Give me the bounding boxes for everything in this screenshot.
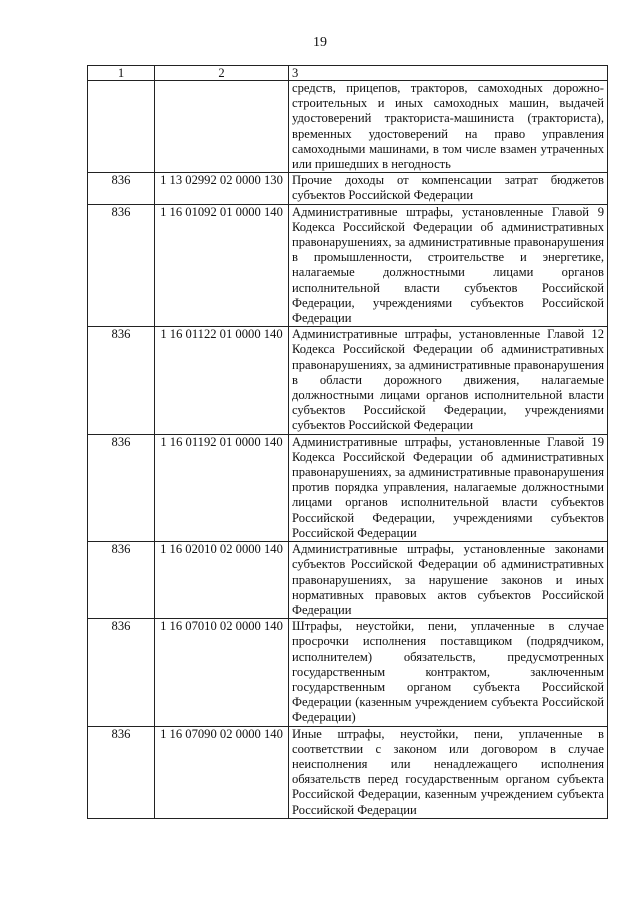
administrator-code-cell: 836 [88,726,155,818]
table-row [88,434,608,541]
kbk-code-cell: 1 16 01092 01 0000 140 [155,204,289,327]
revenue-description-cell: Административные штрафы, установленные законами субъектов Российской Федерации об административных правонарушениях, за нарушение законов и иных нормативных правовых актов субъектов Российской Федерации [289,542,608,619]
kbk-code-cell [155,81,289,173]
revenue-description-cell: средств, прицепов, тракторов, самоходных дорожно-строительных и иных самоходных машин, выдачей удостоверений тракториста-машиниста (тракториста), временных удостоверений на право управления самоходными машинами, в том числе взамен утраченных или пришедших в негодность [289,81,608,173]
kbk-code-cell: 1 13 02992 02 0000 130 [155,173,289,204]
kbk-code-cell: 1 16 07090 02 0000 140 [155,726,289,818]
kbk-code-cell: 1 16 02010 02 0000 140 [155,542,289,619]
table-row [88,81,608,173]
table-row [88,726,608,818]
revenue-description-cell: Административные штрафы, установленные Главой 19 Кодекса Российской Федерации об административных правонарушениях, за административные правонарушения против порядка управления, налагаемые должностными лицами органов исполнительной власти субъектов Российской Федерации, учреждениями субъектов Российской Федерации [289,434,608,541]
header-col-2: 2 [155,66,289,81]
table-row [88,619,608,726]
administrator-code-cell: 836 [88,173,155,204]
kbk-code-cell: 1 16 01192 01 0000 140 [155,434,289,541]
administrator-code-cell: 836 [88,327,155,434]
table-row [88,204,608,327]
administrator-code-cell: 836 [88,204,155,327]
revenue-description-cell: Штрафы, неустойки, пени, уплаченные в случае просрочки исполнения поставщиком (подрядчиком, исполнителем) обязательств, предусмотренных государственным контрактом, заключенным государственным органом субъекта Российской Федерации (казенным учреждением субъекта Российской Федерации) [289,619,608,726]
revenue-description-cell: Прочие доходы от компенсации затрат бюджетов субъектов Российской Федерации [289,173,608,204]
table-row [88,327,608,434]
administrator-code-cell: 836 [88,619,155,726]
kbk-code-cell: 1 16 07010 02 0000 140 [155,619,289,726]
header-col-3: 3 [289,66,608,81]
table-row [88,173,608,204]
page-number: 19 [313,35,327,50]
header-col-1: 1 [88,66,155,81]
revenue-description-cell: Иные штрафы, неустойки, пени, уплаченные в соответствии с законом или договором в случае неисполнения или ненадлежащего исполнения обязательств перед государственным органом субъекта Российской Федерации, казенным учреждением субъекта Российской Федерации [289,726,608,818]
table-header-row [88,66,608,81]
administrator-code-cell: 836 [88,542,155,619]
administrator-code-cell: 836 [88,434,155,541]
budget-revenue-table [87,65,608,819]
table-row [88,542,608,619]
revenue-description-cell: Административные штрафы, установленные Главой 12 Кодекса Российской Федерации об административных правонарушениях, за административные правонарушения в области дорожного движения, налагаемые должностными лицами органов исполнительной власти субъектов Российской Федерации, учреждениями субъектов Российской Федерации [289,327,608,434]
table-body [88,66,608,819]
administrator-code-cell [88,81,155,173]
revenue-description-cell: Административные штрафы, установленные Главой 9 Кодекса Российской Федерации об административных правонарушениях, за административные правонарушения в промышленности, строительстве и энергетике, налагаемые должностными лицами органов исполнительной власти субъектов Российской Федерации, учреждениями субъектов Российской Федерации [289,204,608,327]
kbk-code-cell: 1 16 01122 01 0000 140 [155,327,289,434]
